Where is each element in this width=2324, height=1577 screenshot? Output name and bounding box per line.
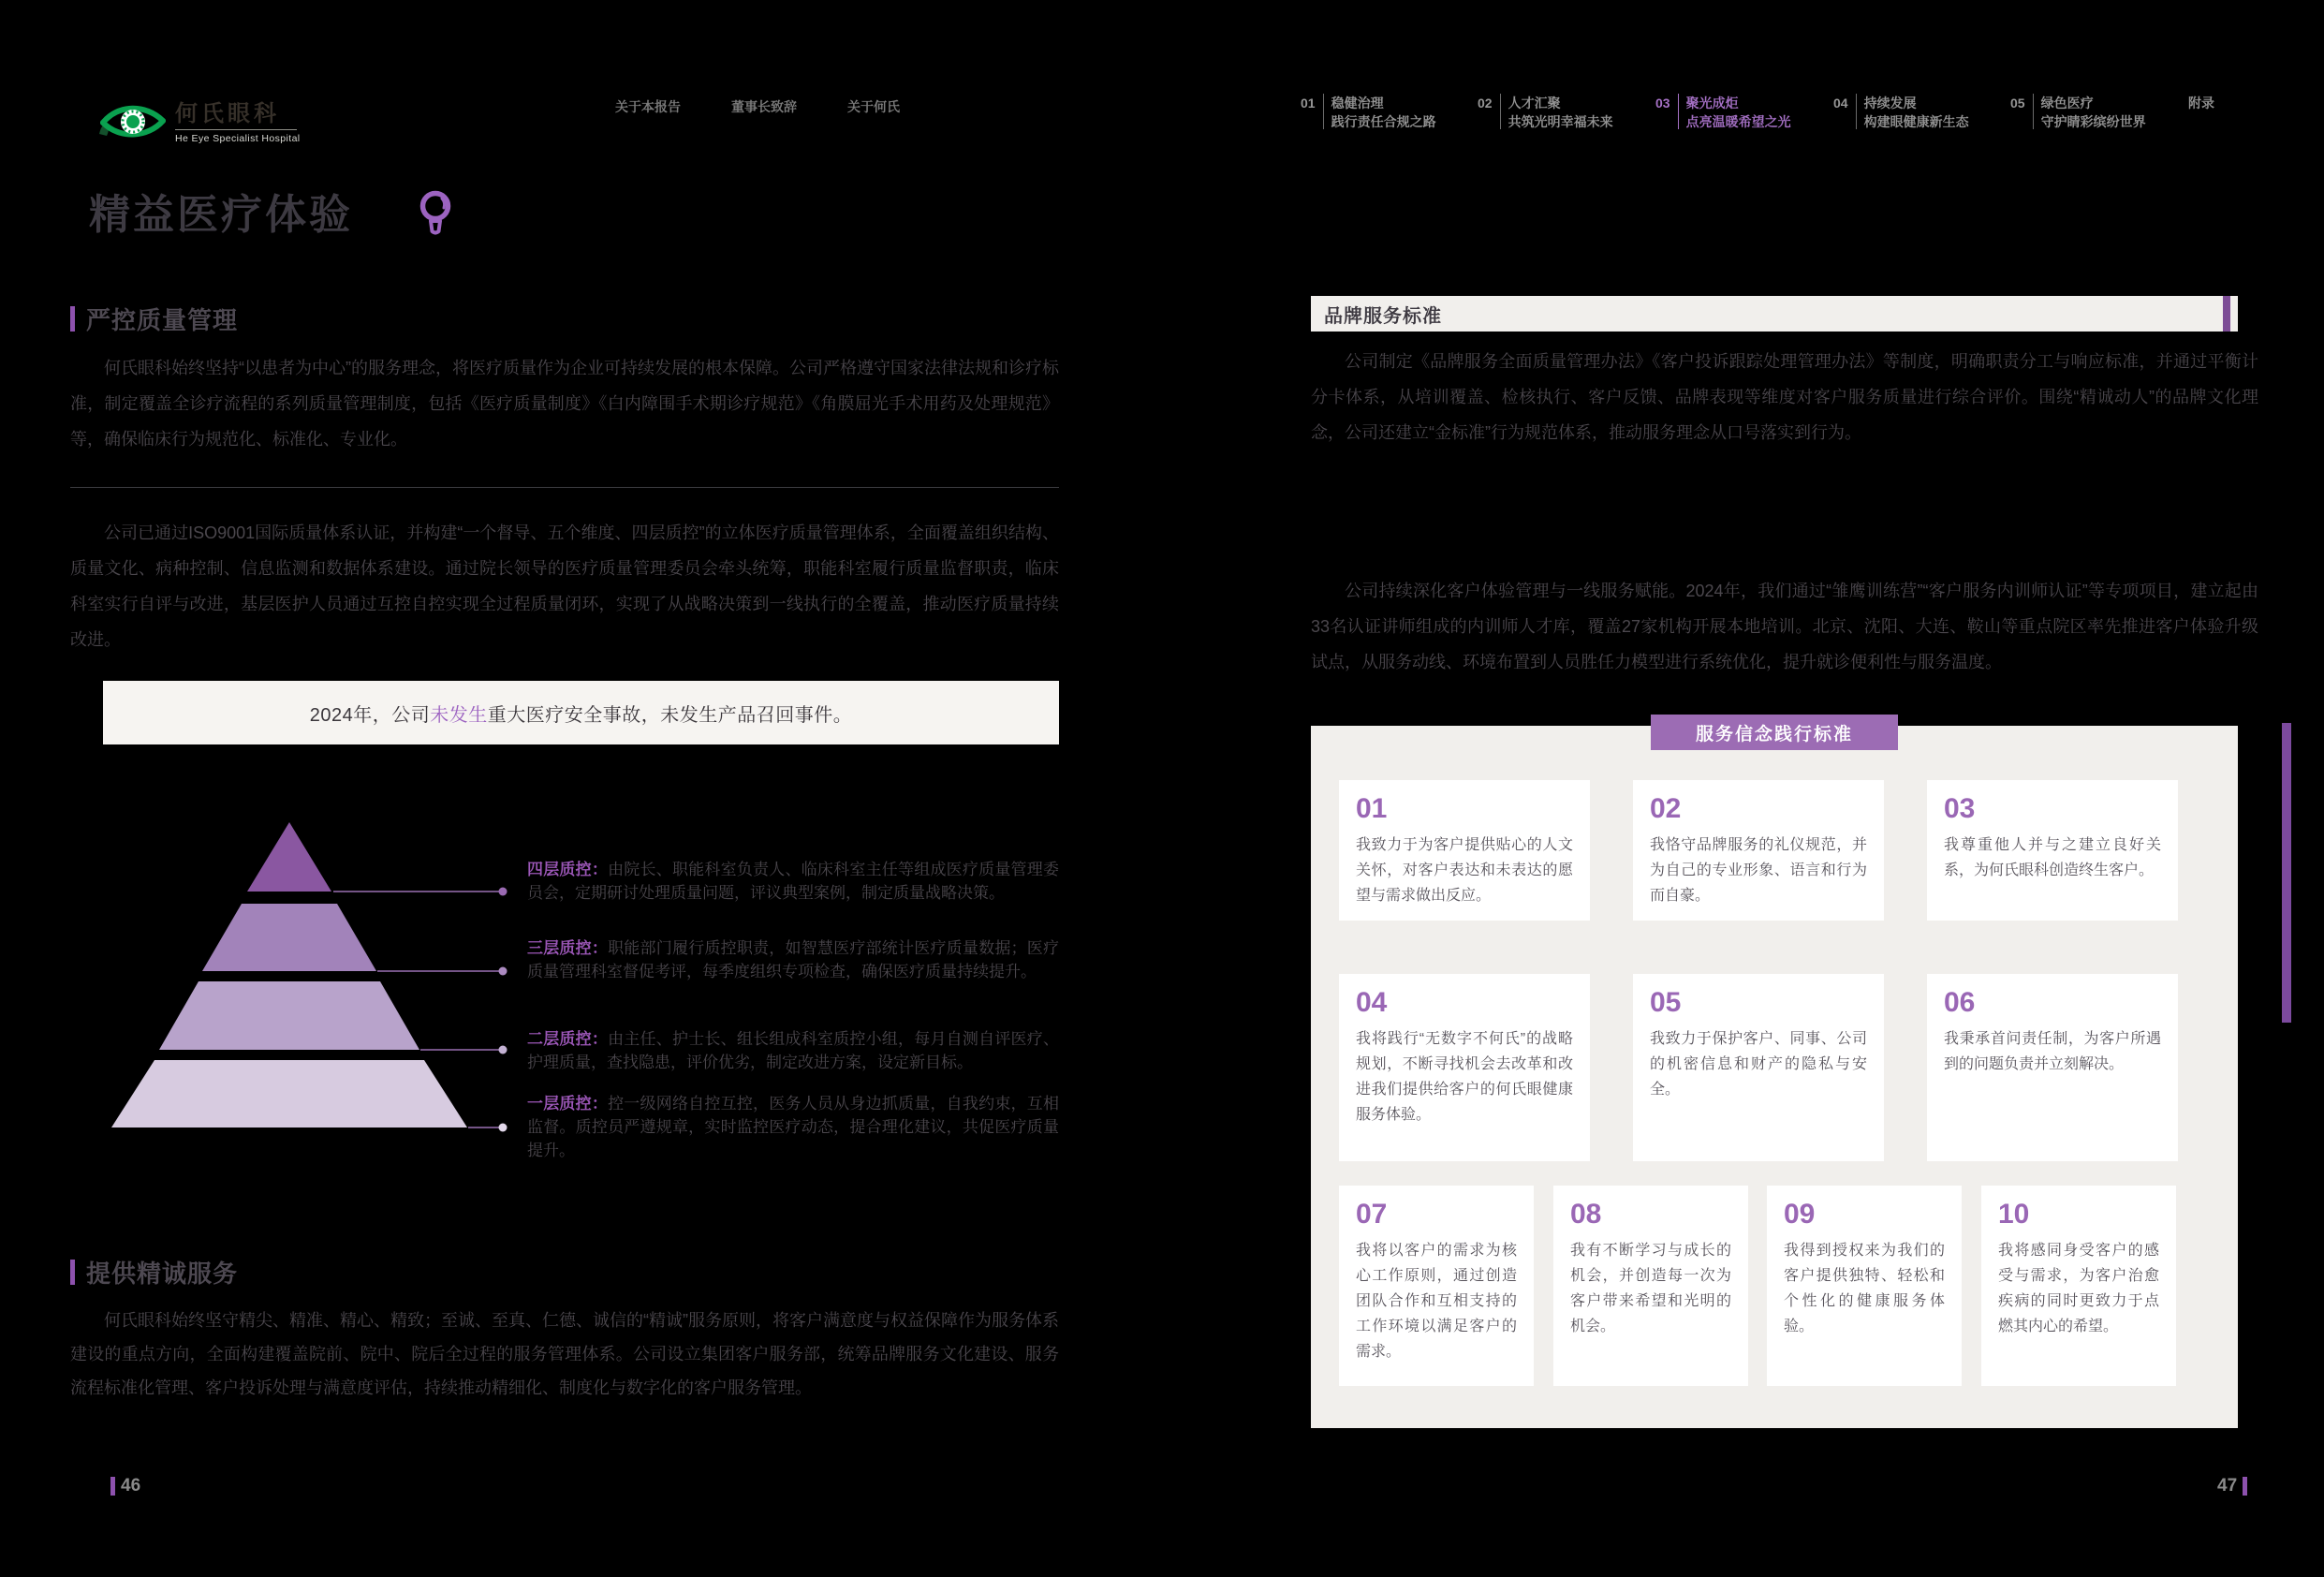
highlight-statement-box <box>103 681 1059 744</box>
connector-dot-3 <box>499 967 507 976</box>
paragraph-divider <box>70 487 1059 488</box>
chapter-separator <box>1323 94 1324 129</box>
service-belief-badge: 服务信念践行标准 <box>1651 715 1898 750</box>
chapter-separator <box>1856 94 1857 129</box>
pyramid-tier-1 <box>111 1060 467 1127</box>
page-edge-accent-stripe <box>2282 723 2291 1023</box>
brand-service-header-bar <box>1311 296 2238 332</box>
service-card-05: 05 我致力于保护客户、同事、公司的机密信息和财产的隐私与安全。 <box>1633 974 1884 1161</box>
chapter-separator <box>2033 94 2034 129</box>
company-logo-icon <box>94 98 169 141</box>
service-card-10: 10 我将感同身受客户的感受与需求，为客户治愈疾病的同时更致力于点燃其内心的希望。 <box>1981 1186 2176 1386</box>
chapter-title: 稳健治理 践行责任合规之路 <box>1331 96 1436 129</box>
pyramid-tier-4 <box>247 822 331 892</box>
service-paragraph-1: 何氏眼科始终坚守精尖、精准、精心、精致；至诚、至真、仁德、诚信的“精诚”服务原则，将客户满意度与权益保障作为服务体系建设的重点方向，全面构建覆盖院前、院中、院后全过程的服务管理体系。公司设立集团客户服务部，统筹品牌服务文化建设、服务流程标准化管理、客户投诉处理与满意度评估，持续推动精细化、制度化与数字化的客户服务管理。 <box>70 1311 1059 1397</box>
pyramid-label-tier1: 一层质控：控一级网络自控互控，医务人员从身边抓质量，自我约束，互相监督。质控员严遵规章，实时监控医疗动态，提合理化建议，共促医疗质量提升。 <box>527 1095 1059 1159</box>
lightbulb-icon <box>419 190 452 237</box>
chapter-nav-04[interactable] <box>1833 94 1969 131</box>
company-logo-text <box>175 101 301 144</box>
connector-dot-2 <box>499 1046 507 1054</box>
quality-paragraph-1: 何氏眼科始终坚持“以患者为中心”的服务理念，将医疗质量作为企业可持续发展的根本保障。公司严格遵守国家法律法规和诊疗标准，制定覆盖全诊疗流程的系列质量管理制度，包括《医疗质量制度》《白内障围手术期诊疗规范》《角膜屈光手术用药及处理规范》等，确保临床行为规范化、标准化、专业化。 <box>70 359 1059 449</box>
service-card-02: 02 我恪守品牌服务的礼仪规范，并为自己的专业形象、语言和行为而自豪。 <box>1633 780 1884 921</box>
service-card-07: 07 我将以客户的需求为核心工作原则，通过创造团队合作和互相支持的工作环境以满足客户的需求。 <box>1339 1186 1534 1386</box>
chapter-title: 绿色医疗 守护睛彩缤纷世界 <box>2040 96 2146 129</box>
service-card-01: 01 我致力于为客户提供贴心的人文关怀，对客户表达和未表达的愿望与需求做出反应。 <box>1339 780 1590 921</box>
chapter-nav-03-active[interactable] <box>1655 94 1791 131</box>
chapter-title: 人才汇聚 共筑光明幸福未来 <box>1508 96 1613 129</box>
section-service-heading <box>70 1255 238 1290</box>
quality-control-pyramid <box>103 815 524 1138</box>
nav-about-report[interactable]: 关于本报告 <box>615 99 681 114</box>
service-card-04: 04 我将践行“无数字不何氏”的战略规划，不断寻找机会去改革和改进我们提供给客户的何氏眼健康服务体验。 <box>1339 974 1590 1161</box>
service-card-03: 03 我尊重他人并与之建立良好关系，为何氏眼科创造终生客户。 <box>1927 780 2178 921</box>
section-quality-heading <box>70 302 238 336</box>
chapter-title: 聚光成炬 点亮温暖希望之光 <box>1685 96 1791 129</box>
logo-name-en: He Eye Specialist Hospital <box>175 133 301 144</box>
left-page-nav <box>615 97 900 116</box>
connector-dot-1 <box>499 1124 507 1132</box>
chapter-nav-01[interactable] <box>1301 94 1436 131</box>
chapter-number: 01 <box>1301 96 1316 111</box>
page-number-bar <box>110 1477 115 1496</box>
chapter-title: 持续发展 构建眼健康新生态 <box>1863 96 1969 129</box>
page-number-bar <box>2243 1477 2247 1496</box>
service-card-08: 08 我有不断学习与成长的机会，并创造每一次为客户带来希望和光明的机会。 <box>1553 1186 1748 1386</box>
chapter-number: 03 <box>1655 96 1670 111</box>
page-number-left: 46 <box>110 1476 140 1496</box>
brand-paragraph-1: 公司制定《品牌服务全面质量管理办法》《客户投诉跟踪处理管理办法》等制度，明确职责分工与响应标准，并通过平衡计分卡体系，从培训覆盖、检核执行、客户反馈、品牌表现等维度对客户服务质量进行综合评价。围绕“精诚动人”的品牌文化理念，公司还建立“金标准”行为规范体系，推动服务理念从口号落实到行为。 <box>1311 352 2258 442</box>
page-number-right: 47 <box>2217 1476 2247 1496</box>
service-card-09: 09 我得到授权来为我们的客户提供独特、轻松和个性化的健康服务体验。 <box>1767 1186 1962 1386</box>
heading-text: 严控质量管理 <box>86 306 239 334</box>
chapter-nav-02[interactable] <box>1478 94 1613 131</box>
pyramid-tier-2 <box>159 981 419 1050</box>
pyramid-label-tier3: 三层质控：职能部门履行质控职责，如智慧医疗部统计医疗质量数据；医疗质量管理科室督促考评，每季度组织专项检查，确保医疗质量持续提升。 <box>527 939 1059 980</box>
nav-appendix[interactable]: 附录 <box>2188 96 2214 111</box>
chapter-number: 02 <box>1478 96 1493 111</box>
brand-paragraph-2: 公司持续深化客户体验管理与一线服务赋能。2024年，我们通过“雏鹰训练营”“客户服务内训师认证”等专项项目，建立起由33名认证讲师组成的内训师人才库，覆盖27家机构开展本地培训。北京、沈阳、大连、鞍山等重点院区率先推进客户体验升级试点，从服务动线、环境布置到人员胜任力模型进行系统优化，提升就诊便利性与服务温度。 <box>1311 582 2258 671</box>
pyramid-label-tier4: 四层质控：由院长、职能科室负责人、临床科室主任等组成医疗质量管理委员会，定期研讨处理质量问题，评议典型案例，制定质量战略决策。 <box>527 861 1059 902</box>
heading-accent-bar <box>70 1260 75 1285</box>
chapter-separator <box>1500 94 1501 129</box>
service-card-06: 06 我秉承首问责任制，为客户所遇到的问题负责并立刻解决。 <box>1927 974 2178 1161</box>
highlight-statement: 2024年，公司未发生重大医疗安全事故，未发生产品召回事件。 <box>309 704 853 726</box>
nav-chairman-message[interactable]: 董事长致辞 <box>731 99 797 114</box>
logo-name-cn: 何氏眼科 <box>175 101 280 126</box>
page-title: 精益医疗体验 <box>89 192 353 238</box>
pyramid-label-tier2: 二层质控：由主任、护士长、组长组成科室质控小组，每月自测自评医疗、护理质量，查找隐患，评价优劣，制定改进方案，设定新目标。 <box>527 1030 1059 1071</box>
connector-dot-4 <box>499 888 507 896</box>
nav-about-he[interactable]: 关于何氏 <box>847 99 900 114</box>
header-bar-accent-stripe <box>2223 296 2230 332</box>
logo-divider <box>175 129 297 130</box>
highlight-emphasis: 未发生 <box>430 704 488 726</box>
heading-text: 提供精诚服务 <box>86 1260 239 1288</box>
chapter-separator <box>1678 94 1679 129</box>
chapter-number: 04 <box>1833 96 1848 111</box>
chapter-nav-05[interactable] <box>2010 94 2146 131</box>
heading-accent-bar <box>70 306 75 332</box>
brand-service-title: 品牌服务标准 <box>1324 305 1442 327</box>
chapter-number: 05 <box>2010 96 2025 111</box>
pyramid-tier-3 <box>202 904 376 971</box>
quality-paragraph-2: 公司已通过ISO9001国际质量体系认证，并构建“一个督导、五个维度、四层质控”的立体医疗质量管理体系，全面覆盖组织结构、质量文化、病种控制、信息监测和数据体系建设。通过院长领导的医疗质量管理委员会牵头统筹，职能科室履行质量监督职责，临床科室实行自评与改进，基层医护人员通过互控自控实现全过程质量闭环，实现了从战略决策到一线执行的全覆盖，推动医疗质量持续改进。 <box>70 523 1059 649</box>
